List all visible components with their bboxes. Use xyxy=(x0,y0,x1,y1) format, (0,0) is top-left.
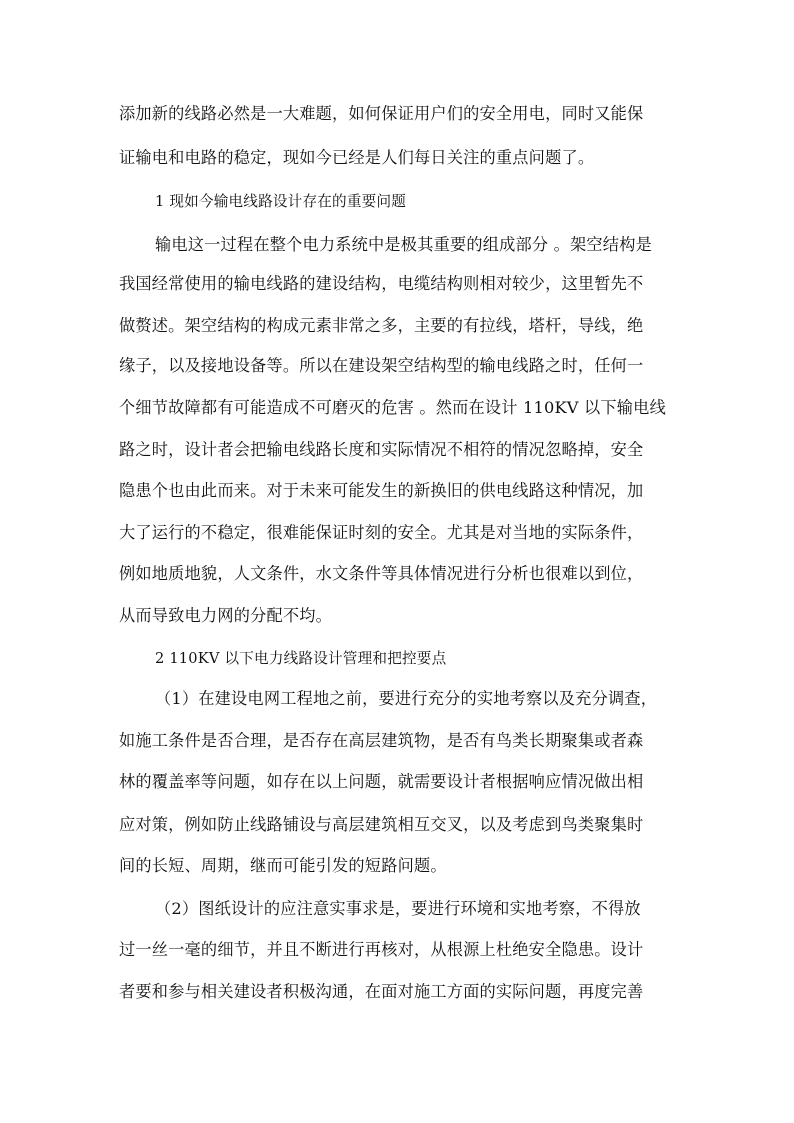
text-line: 我国经常使用的输电线路的建设结构，电缆结构则相对较少，这里暂先不 xyxy=(119,274,644,293)
text-line: 大了运行的不稳定，很难能保证时刻的安全。尤其是对当地的实际条件， xyxy=(119,523,644,542)
text-line: 隐患个也由此而来。对于未来可能发生的新换旧的供电线路这种情况，加 xyxy=(119,481,644,500)
text-line: 间的长短、周期，继而可能引发的短路问题。 xyxy=(119,856,447,875)
text-line: 应对策，例如防止线路铺设与高层建筑相互交叉，以及考虑到鸟类聚集时 xyxy=(119,815,644,834)
text-line: 林的覆盖率等问题，如存在以上问题，就需要设计者根据响应情况做出相 xyxy=(119,772,644,791)
section-heading-2: 2 110KV 以下电力线路设计管理和把控要点 xyxy=(155,650,447,667)
text-line: 者要和参与相关建设者积极沟通，在面对施工方面的实际问题，再度完善 xyxy=(119,982,644,1001)
text-line: 个细节故障都有可能造成不可磨灭的危害 。然而在设计 110KV 以下输电线 xyxy=(119,398,666,417)
text-line: 证输电和电路的稳定，现如今已经是人们每日关注的重点问题了。 xyxy=(119,148,595,167)
text-line: （2）图纸设计的应注意实事求是，要进行环境和实地考察，不得放 xyxy=(155,899,641,918)
text-line: 从而导致电力网的分配不均。 xyxy=(119,606,333,625)
text-line: 如施工条件是否合理，是否存在高层建筑物，是否有鸟类长期聚集或者森 xyxy=(119,731,644,750)
text-line: （1）在建设电网工程地之前，要进行充分的实地考察以及充分调查， xyxy=(155,689,658,708)
text-line: 缘子，以及接地设备等。所以在建设架空结构型的输电线路之时，任何一 xyxy=(119,356,644,375)
text-line: 做赘述。架空结构的构成元素非常之多，主要的有拉线，塔杆，导线，绝 xyxy=(119,316,644,335)
text-line: 添加新的线路必然是一大难题，如何保证用户们的安全用电，同时又能保 xyxy=(119,104,644,123)
text-line: 输电这一过程在整个电力系统中是极其重要的组成部分 。架空结构是 xyxy=(155,235,652,254)
text-line: 例如地质地貌，人文条件，水文条件等具体情况进行分析也很难以到位， xyxy=(119,564,644,583)
text-line: 路之时，设计者会把输电线路长度和实际情况不相符的情况忽略掉，安全 xyxy=(119,440,644,459)
section-heading-1: 1 现如今输电线路设计存在的重要问题 xyxy=(155,193,407,210)
text-line: 过一丝一毫的细节，并且不断进行再核对，从根源上杜绝安全隐患。设计 xyxy=(119,940,644,959)
